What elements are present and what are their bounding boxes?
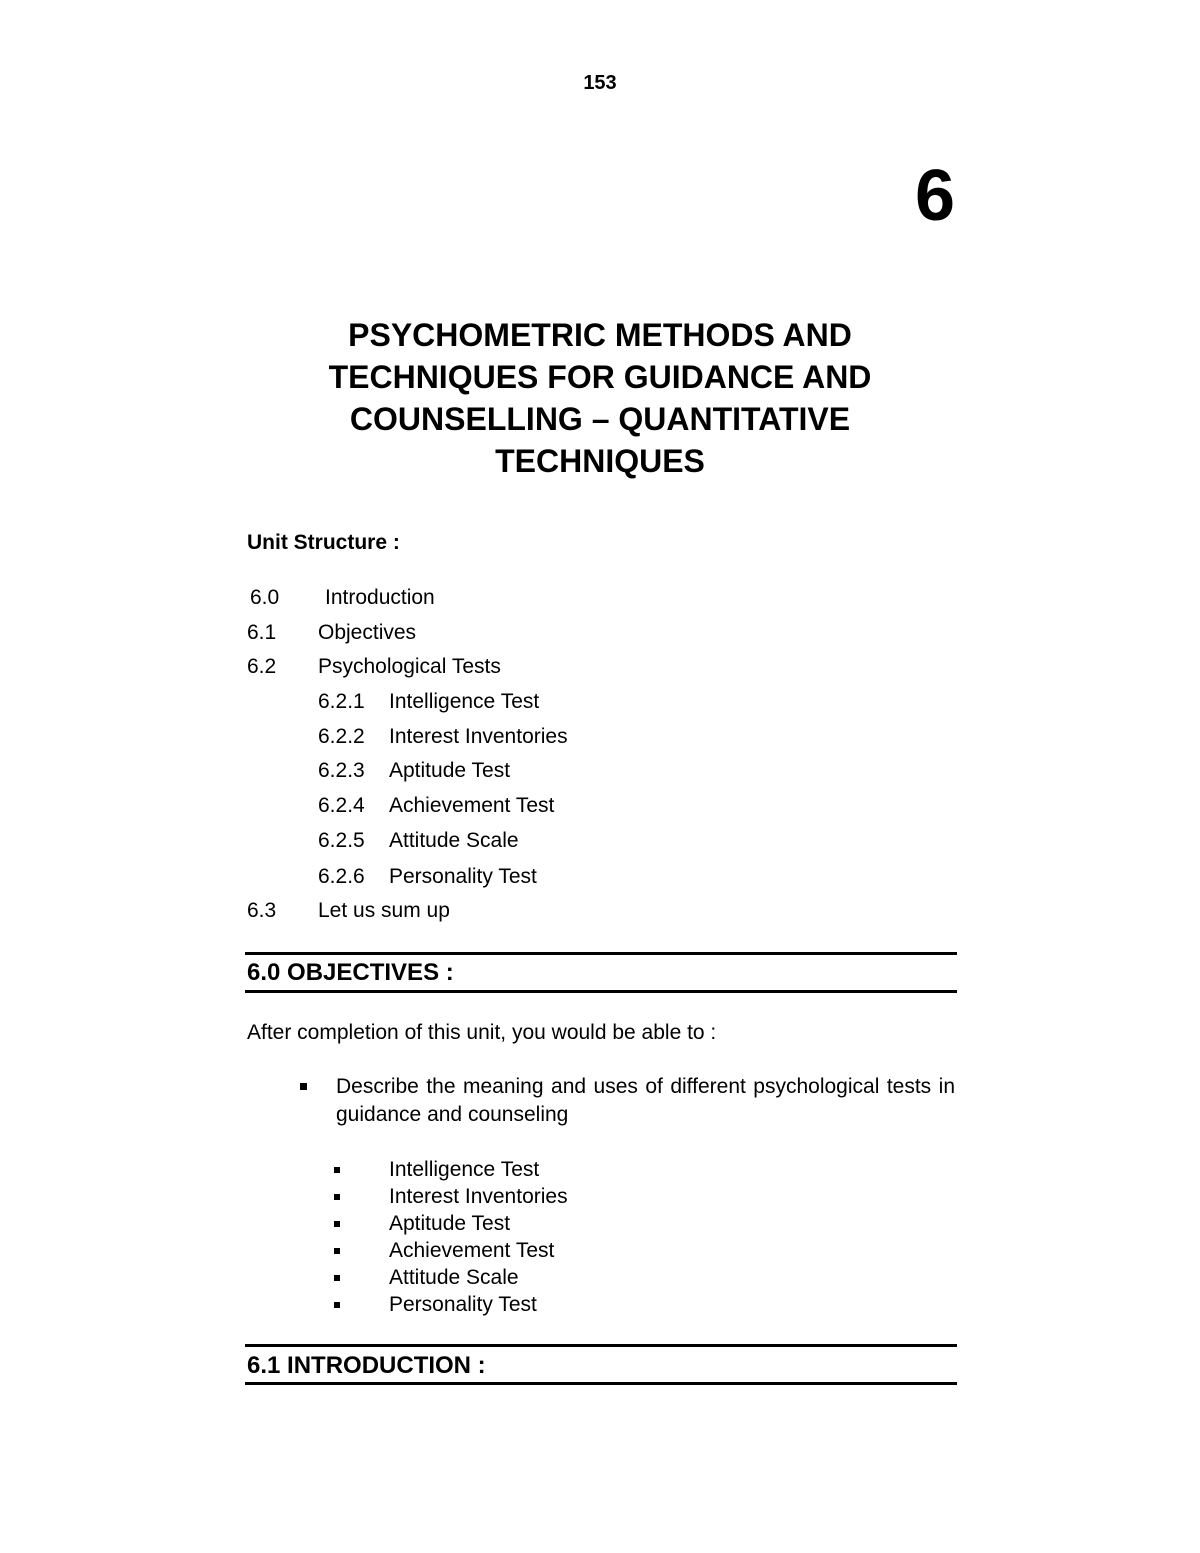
section-divider (245, 1344, 957, 1347)
toc-item-number: 6.2.3 (318, 759, 365, 782)
toc-item-number: 6.2.2 (318, 725, 365, 748)
list-item-text: Personality Test (389, 1293, 537, 1316)
bullet-icon (300, 1083, 307, 1090)
list-item-text: Intelligence Test (389, 1158, 540, 1181)
chapter-title-line: COUNSELLING – QUANTITATIVE (349, 401, 851, 437)
toc-item-number: 6.3 (247, 899, 277, 922)
toc-item-number: 6.1 (247, 621, 277, 644)
objectives-intro-text: After completion of this unit, you would be able to : (247, 1021, 717, 1044)
toc-item-number: 6.2.6 (318, 865, 365, 888)
toc-item-number: 6.2 (247, 655, 277, 678)
list-item-text: Attitude Scale (389, 1266, 519, 1289)
toc-item-label: Psychological Tests (318, 655, 501, 678)
introduction-heading: 6.1 INTRODUCTION : (247, 1352, 486, 1379)
list-item-text: Interest Inventories (389, 1185, 568, 1208)
toc-item-label: Attitude Scale (389, 829, 519, 852)
chapter-number: 6 (914, 156, 955, 236)
toc-item-label: Aptitude Test (389, 759, 511, 782)
toc-item-label: Let us sum up (318, 899, 450, 922)
section-divider (245, 1382, 957, 1385)
chapter-title-line: TECHNIQUES (495, 443, 705, 479)
toc-item-number: 6.2.4 (318, 794, 365, 817)
bullet-icon (334, 1302, 340, 1308)
chapter-title-line: TECHNIQUES FOR GUIDANCE AND (328, 359, 872, 395)
list-item-text: Achievement Test (389, 1239, 555, 1262)
toc-item-label: Personality Test (389, 865, 537, 888)
toc-item-label: Introduction (325, 586, 435, 609)
toc-item-number: 6.0 (250, 586, 280, 609)
toc-item-number: 6.2.5 (318, 829, 365, 852)
toc-item-label: Achievement Test (389, 794, 555, 817)
bullet-icon (334, 1167, 340, 1173)
section-divider (245, 990, 957, 993)
toc-item-label: Intelligence Test (389, 690, 540, 713)
objectives-heading: 6.0 OBJECTIVES : (247, 959, 454, 986)
chapter-title (245, 314, 955, 482)
bullet-icon (334, 1221, 340, 1227)
chapter-title-line: PSYCHOMETRIC METHODS AND (348, 317, 852, 353)
toc-item-number: 6.2.1 (318, 690, 365, 713)
list-item (300, 1073, 955, 1129)
list-item-text: Describe the meaning and uses of different psychological tests in guidance and counseling (336, 1075, 955, 1126)
toc-item-label: Objectives (318, 621, 417, 644)
bullet-icon (334, 1275, 340, 1281)
bullet-icon (334, 1194, 340, 1200)
unit-structure-heading: Unit Structure : (247, 531, 400, 554)
list-item-text: Aptitude Test (389, 1212, 511, 1235)
bullet-icon (334, 1248, 340, 1254)
section-divider (245, 952, 957, 955)
toc-item-label: Interest Inventories (389, 725, 568, 748)
page-number: 153 (583, 72, 617, 94)
